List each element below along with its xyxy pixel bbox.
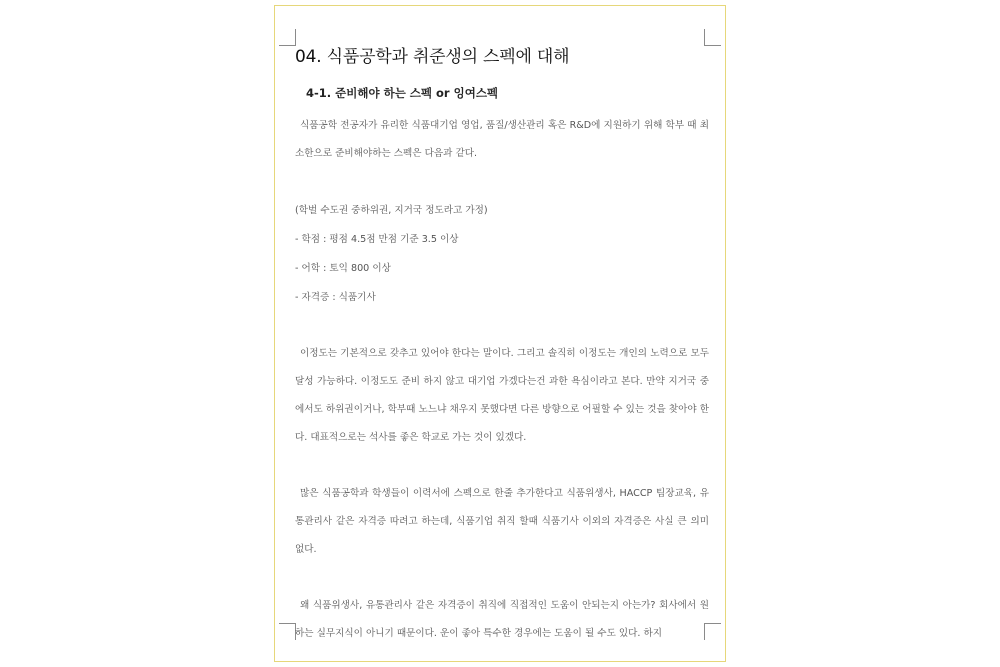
document-content — [295, 44, 709, 648]
spec-item-certificate: - 자격증 : 식품기사 — [295, 292, 376, 303]
document-page — [274, 5, 726, 662]
blank-line — [295, 312, 709, 340]
body-paragraph-4: 왜 식품위생사, 유통관리사 같은 자격증이 취직에 직접적인 도움이 안되는지 아는가? 회사에서 원하는 실무지식이 아니기 때문이다. 운이 좋아 특수한 경우에는 도움이 될 수도 있다. 하지 — [295, 600, 709, 639]
margin-marker-top-left — [279, 29, 296, 46]
assumption-text: (학벌 수도권 중하위권, 지거국 정도라고 가정) — [295, 205, 488, 216]
spec-item-gpa: - 학점 : 평점 4.5점 만점 기준 3.5 이상 — [295, 234, 459, 245]
spec-item-language: - 어학 : 토익 800 이상 — [295, 263, 391, 274]
blank-line — [295, 452, 709, 480]
blank-line — [295, 564, 709, 592]
intro-paragraph: 식품공학 전공자가 유리한 식품대기업 영업, 품질/생산관리 혹은 R&D에 지원하기 위해 학부 때 최소한으로 준비해야하는 스펙은 다음과 같다. — [295, 120, 709, 159]
blank-line — [295, 168, 709, 196]
body-paragraph-3: 많은 식품공학과 학생들이 이력서에 스펙으로 한줄 추가한다고 식품위생사, HACCP 팀장교육, 유통관리사 같은 자격증 따려고 하는데, 식품기업 취직 할때 식품기사 이외의 자격증은 사실 큰 의미 없다. — [295, 488, 709, 555]
section-heading: 04. 식품공학과 취준생의 스펙에 대해 — [295, 47, 570, 67]
margin-marker-bottom-left — [279, 623, 296, 640]
subsection-heading: 4-1. 준비해야 하는 스펙 or 잉여스펙 — [306, 86, 499, 100]
body-paragraph-2: 이정도는 기본적으로 갖추고 있어야 한다는 말이다. 그리고 솔직히 이정도는 개인의 노력으로 모두 달성 가능하다. 이정도도 준비 하지 않고 대기업 가겠다는건 과한 욕심이라고 본다. 만약 지거국 중에서도 하위권이거나, 학부때 노느냐 채우지 못했다면 다른 방향으로 어필할 수 있는 것을 찾아야 한다. 대표적으로는 석사를 좋은 학교로 가는 것이 있겠다. — [295, 348, 709, 443]
